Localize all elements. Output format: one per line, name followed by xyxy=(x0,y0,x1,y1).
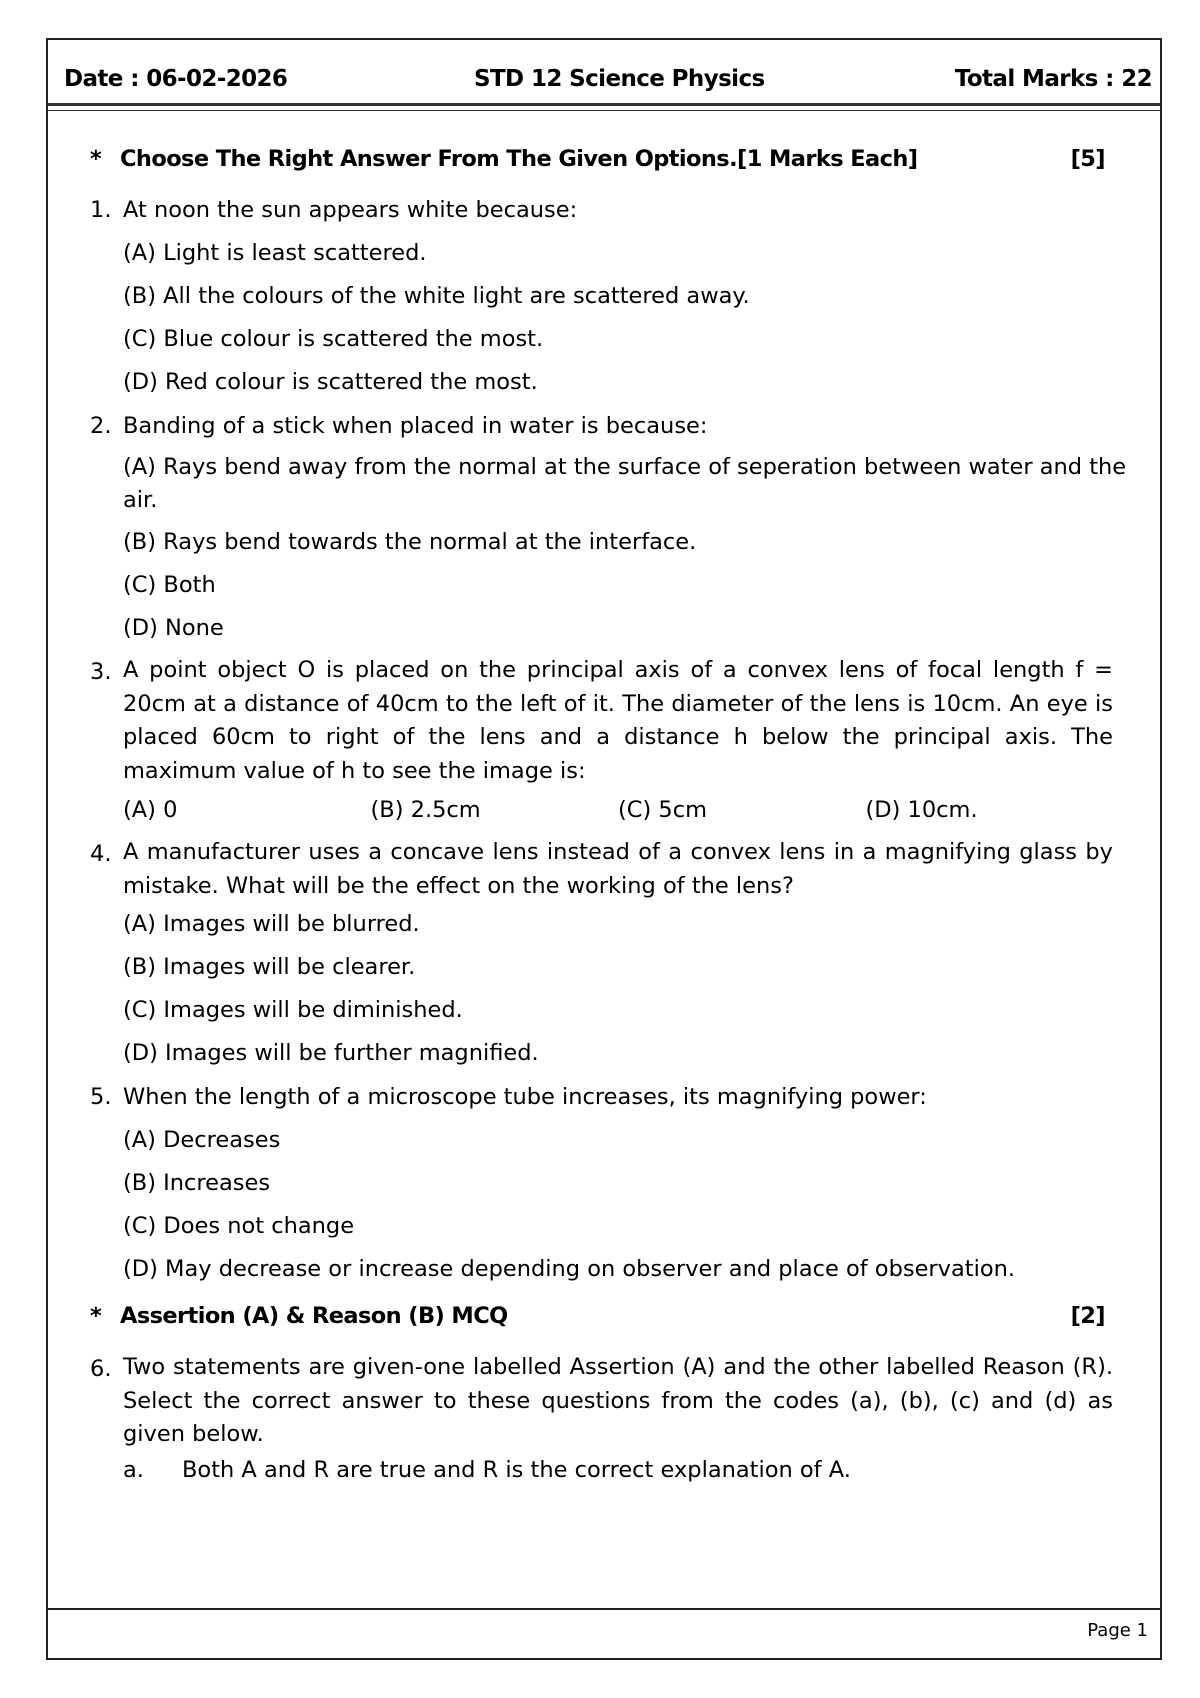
question-number: 4. xyxy=(90,841,112,867)
header-rule-thin xyxy=(48,110,1160,111)
question-number: 6. xyxy=(90,1356,112,1382)
options-row xyxy=(123,792,1113,828)
section-heading-assertion xyxy=(90,1303,1130,1343)
question-text: Banding of a stick when placed in water is because: xyxy=(123,413,708,439)
exam-title: STD 12 Science Physics xyxy=(474,66,765,92)
question-text: Two statements are given-one labelled Assertion (A) and the other labelled Reason (R). Select the correct answer to these questions from the codes (a), (b), (c) and (d) as given below. xyxy=(123,1354,1113,1447)
code-text: Both A and R are true and R is the correct explanation of A. xyxy=(182,1456,851,1483)
code-a xyxy=(90,1452,1130,1488)
option-b: (B) Increases xyxy=(123,1170,271,1196)
question-text: When the length of a microscope tube increases, its magnifying power: xyxy=(123,1084,927,1110)
option-a: (A) Decreases xyxy=(123,1127,281,1153)
question-number: 5. xyxy=(90,1084,112,1110)
section-title: Assertion (A) & Reason (B) MCQ xyxy=(120,1303,508,1329)
page-number: Page 1 xyxy=(1087,1620,1148,1641)
option-c: (C) Blue colour is scattered the most. xyxy=(123,326,544,352)
section-marks: [2] xyxy=(1070,1303,1105,1329)
option-a: (A) 0 xyxy=(123,797,178,823)
option-d: (D) Red colour is scattered the most. xyxy=(123,369,538,395)
option-d: (D) Images will be further magnified. xyxy=(123,1040,539,1066)
section-heading-mcq xyxy=(90,146,1130,186)
option-c: (C) Does not change xyxy=(123,1213,355,1239)
option-b: (B) Rays bend towards the normal at the interface. xyxy=(123,529,697,555)
question-content xyxy=(90,146,1130,1488)
option-b: (B) 2.5cm xyxy=(370,797,481,823)
section-bullet: * xyxy=(90,146,102,172)
option-c: (C) Images will be diminished. xyxy=(123,997,463,1023)
option-b: (B) All the colours of the white light are scattered away. xyxy=(123,283,750,309)
question-number: 3. xyxy=(90,659,112,685)
question-number: 1. xyxy=(90,197,112,223)
option-b: (B) Images will be clearer. xyxy=(123,954,416,980)
question-2 xyxy=(90,408,1131,646)
question-6 xyxy=(90,1351,1113,1452)
option-c: (C) Both xyxy=(123,572,216,598)
question-text: A point object O is placed on the principal axis of a convex lens of focal length f = 20cm at a distance of 40cm to the left of it. The diameter of the lens is 10cm. An eye is placed 60cm to right of the lens and a distance h below the principal axis. The maximum value of h to see the image is: xyxy=(123,657,1113,784)
section-title: Choose The Right Answer From The Given Options.[1 Marks Each] xyxy=(120,146,918,172)
question-number: 2. xyxy=(90,413,112,439)
option-a: (A) Images will be blurred. xyxy=(123,911,420,937)
question-text: A manufacturer uses a concave lens instead of a convex lens in a magnifying glass by mistake. What will be the effect on the working of the lens? xyxy=(123,839,1113,899)
exam-date: Date : 06-02-2026 xyxy=(64,66,288,92)
option-c: (C) 5cm xyxy=(618,797,708,823)
option-d: (D) None xyxy=(123,615,224,641)
question-text: At noon the sun appears white because: xyxy=(123,197,578,223)
option-d: (D) May decrease or increase depending on observer and place of observation. xyxy=(123,1256,1016,1282)
paper-header xyxy=(64,66,1152,102)
option-a: (A) Rays bend away from the normal at the surface of seperation between water and the air. xyxy=(123,454,1127,513)
option-d: (D) 10cm. xyxy=(865,797,978,823)
section-marks: [5] xyxy=(1070,146,1105,172)
question-4 xyxy=(90,836,1113,1071)
section-bullet: * xyxy=(90,1303,102,1329)
question-1 xyxy=(90,192,1131,400)
total-marks: Total Marks : 22 xyxy=(954,66,1152,92)
question-3 xyxy=(90,654,1113,828)
footer-rule xyxy=(48,1608,1160,1610)
code-label: a. xyxy=(123,1456,144,1483)
question-5 xyxy=(90,1079,1131,1287)
option-a: (A) Light is least scattered. xyxy=(123,240,427,266)
header-rule-thick xyxy=(48,103,1160,106)
